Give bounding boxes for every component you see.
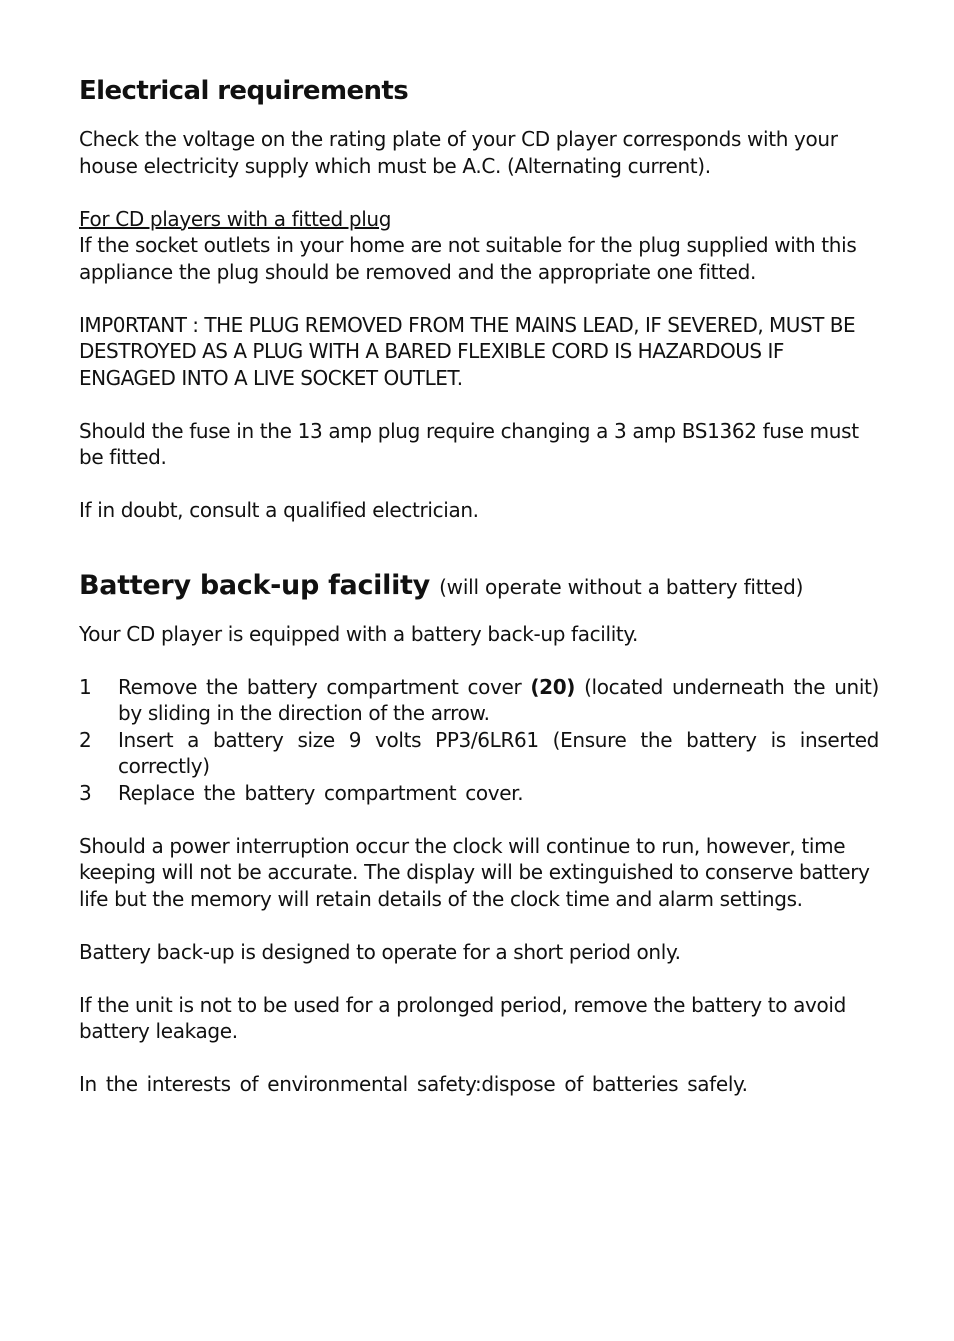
voltage-paragraph: Check the voltage on the rating plate of your CD player corresponds with your house electricity supply which must be A.C. (Alternating current). [79, 127, 838, 178]
step-number: 3 [79, 780, 92, 805]
battery-intro: Your CD player is equipped with a battery back-up facility. [79, 621, 639, 646]
short-period-paragraph: Battery back-up is designed to operate for a short period only. [79, 939, 681, 964]
list-item [79, 780, 879, 807]
step-number: 1 [79, 674, 92, 699]
step-text: Replace the battery compartment cover. [118, 780, 524, 805]
step-text: Insert a battery size 9 volts PP3/6LR61 (Ensure the battery is inserted correctly) [118, 727, 879, 778]
electrical-heading: Electrical requirements [79, 76, 409, 106]
list-item [79, 727, 879, 780]
important-warning: IMP0RTANT : THE PLUG REMOVED FROM THE MAINS LEAD, IF SEVERED, MUST BE DESTROYED AS A PLUG WITH A BARED FLEXIBLE CORD IS HAZARDOUS IF ENGAGED INTO A LIVE SOCKET OUTLET. [79, 312, 856, 390]
list-item [79, 674, 879, 727]
battery-steps-list [79, 674, 879, 807]
fuse-paragraph: Should the fuse in the 13 amp plug require changing a 3 amp BS1362 fuse must be fitted. [79, 418, 859, 469]
step-number: 2 [79, 727, 92, 752]
step-callout-number: (20) [530, 674, 576, 699]
step-text-end: (located underneath the unit) by sliding in the direction of the arrow. [118, 674, 879, 725]
battery-heading-note: (will operate without a battery fitted) [439, 574, 804, 599]
interruption-paragraph: Should a power interruption occur the clock will continue to run, however, time keeping will not be accurate. The display will be extinguished to conserve battery life but the memory will retain details of the clock time and alarm settings. [79, 833, 870, 911]
step-text: Remove the battery compartment cover [118, 674, 531, 699]
prolonged-paragraph: If the unit is not to be used for a prolonged period, remove the battery to avoid battery leakage. [79, 992, 846, 1043]
battery-heading [79, 566, 879, 607]
battery-heading-title: Battery back-up facility [79, 569, 430, 601]
plug-paragraph: If the socket outlets in your home are not suitable for the plug supplied with this appliance the plug should be removed and the appropriate one fitted. [79, 233, 857, 284]
plug-subheading: For CD players with a fitted plug [79, 206, 392, 231]
doubt-paragraph: If in doubt, consult a qualified electrician. [79, 498, 479, 522]
environment-paragraph: In the interests of environmental safety:dispose of batteries safely. [79, 1072, 748, 1096]
manual-page [79, 72, 879, 1098]
